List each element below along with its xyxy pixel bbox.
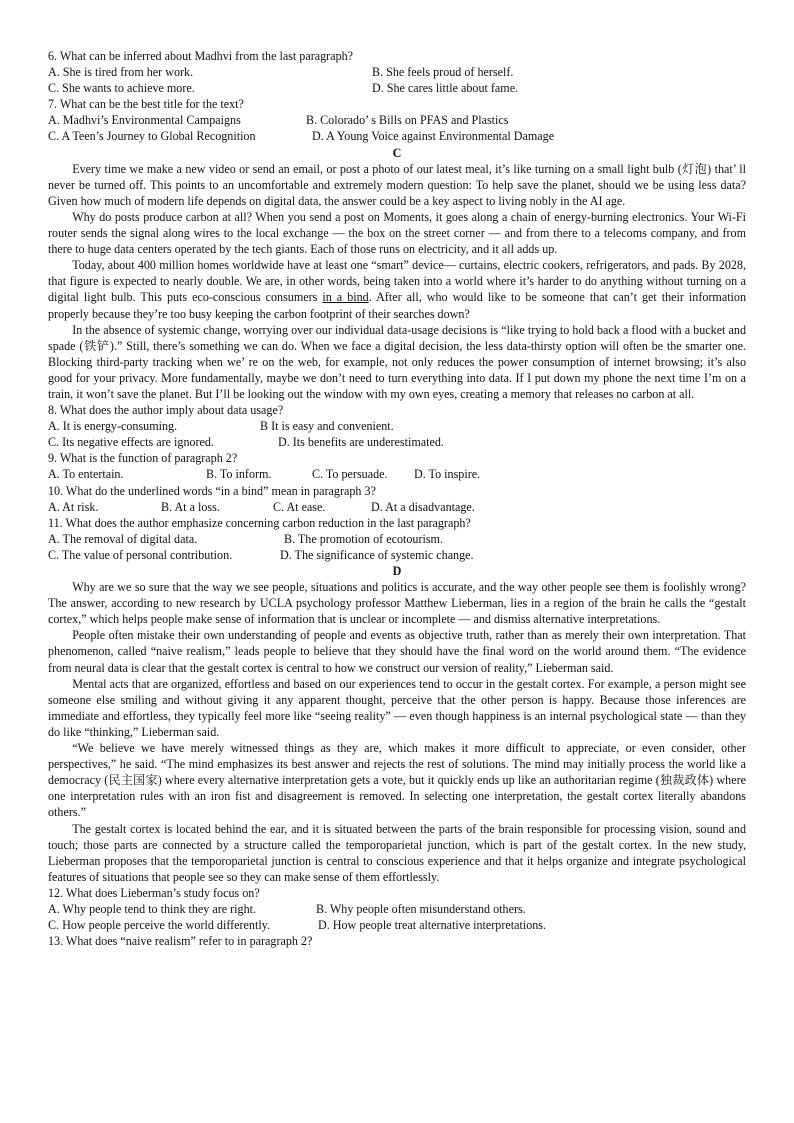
question-8-stem: 8. What does the author imply about data usage? xyxy=(48,403,284,418)
question-6-option-c: C. She wants to achieve more. xyxy=(48,81,195,96)
section-d-paragraph-2: People often mistake their own understanding of people and events as objective truth, rather than as merely their own interpretation. That phenomenon, called “naive realism,” leads people to believe that they should have the final word on the world around them. “The evidence from neural data is clear that the gestalt cortex is central to how we construct our version of reality,” Lieberman said. xyxy=(48,628,746,675)
question-12-option-d: D. How people treat alternative interpretations. xyxy=(318,918,547,933)
question-8-option-a: A. It is energy-consuming. xyxy=(48,419,178,434)
question-11-option-a: A. The removal of digital data. xyxy=(48,531,198,546)
question-10-option-a: A. At risk. xyxy=(48,499,99,514)
question-6-options-row-1 xyxy=(48,64,746,80)
question-6-option-b: B. She feels proud of herself. xyxy=(372,65,514,80)
question-7-option-c: C. A Teen’s Journey to Global Recognition xyxy=(48,129,256,144)
question-12-option-b: B. Why people often misunderstand others. xyxy=(316,901,526,916)
section-d-paragraph-4: “We believe we have merely witnessed things as they are, which makes it more difficult to appreciate, or even consider, other perspectives,” he said. “The mind emphasizes its best answer and rejects the rest of solutions. The mind may initially process the world like a democracy (民主国家) where every alternative interpretation gets a vote, but it quickly ends up like an authoritarian regime (独裁政体) where one interpretation rules with an iron fist and disagreement is removed. In selecting one interpretation, the gestalt cortex literally abandons others.” xyxy=(48,741,746,820)
question-9-option-b: B. To inform. xyxy=(206,467,272,482)
section-d-paragraph-3: Mental acts that are organized, effortless and based on our experiences tend to occur in the gestalt cortex. For example, a person might see someone else smiling and without giving it any apparent thought, perceive that the other person is happy. Because those inferences are immediate and effortless, they typically feel more like “seeing reality” — even though happiness is an internal psychological state — than they do like “thinking,” Lieberman said. xyxy=(48,676,746,739)
question-11-option-b: B. The promotion of ecotourism. xyxy=(284,531,443,546)
question-12-stem: 12. What does Lieberman’s study focus on? xyxy=(48,885,260,900)
question-8-option-b: B It is easy and convenient. xyxy=(260,419,394,434)
question-6-stem: 6. What can be inferred about Madhvi from the last paragraph? xyxy=(48,49,354,63)
question-9-stem: 9. What is the function of paragraph 2? xyxy=(48,451,238,466)
section-c-paragraph-3-part-2: . After all, who would like to be someone that can’t get their information properly because they’re too busy keeping the carbon footprint of their searches down? xyxy=(48,290,747,321)
question-8-option-c: C. Its negative effects are ignored. xyxy=(48,435,214,450)
question-10-option-b: B. At a loss. xyxy=(161,499,220,514)
question-11-stem: 11. What does the author emphasize concerning carbon reduction in the last paragraph? xyxy=(48,515,471,530)
question-7-option-d: D. A Young Voice against Environmental Damage xyxy=(312,129,555,144)
question-11-option-c: C. The value of personal contribution. xyxy=(48,547,233,562)
section-c-paragraph-4: In the absence of systemic change, worrying over our individual data-usage decisions is “like trying to hold back a flood with a bucket and spade (铁铲).” Still, there’s something we can do. When we face a digital decision, the less data-thirsty option will often be the smarter one. Blocking third-party tracking when we’ re on the web, for example, not only reduces the power consumption of internet browsing; it’s also good for your privacy. More fundamentally, maybe we don’t need to turn everything into data. If I put down my phone the next time I’m on a train, it won’t save the planet. But I’ll be looking out the window with my own eyes, creating a memory that releases no carbon at all. xyxy=(48,322,746,401)
section-c-heading: C xyxy=(392,145,402,160)
section-c-paragraph-3 xyxy=(48,257,746,321)
question-8-options-row-2 xyxy=(48,434,746,450)
question-10-option-d: D. At a disadvantage. xyxy=(371,499,475,514)
section-d-paragraph-5: The gestalt cortex is located behind the ear, and it is situated between the parts of the brain responsible for processing vision, sound and touch; those parts are connected by a structure called the temporoparietal junction, which is part of the gestalt cortex. In the new study, Lieberman proposes that the temporoparietal junction is central to conscious experience and that it helps organize and integrate psychological features of situations that people see so they can make sense of them effortlessly. xyxy=(48,821,746,884)
question-9-option-d: D. To inspire. xyxy=(414,467,481,482)
section-c-paragraph-2: Why do posts produce carbon at all? When you send a post on Moments, it goes along a chain of energy-burning electronics. Your Wi-Fi router sends the signal along wires to the local exchange — the box on the street corner — and from there to a telecoms company, and from there to huge data centers operated by the tech giants. Each of those runs on electricity, and it all adds up. xyxy=(48,209,746,257)
question-9-option-a: A. To entertain. xyxy=(48,467,124,482)
exam-page xyxy=(48,48,746,949)
question-12-option-a: A. Why people tend to think they are right. xyxy=(48,901,257,916)
question-11-options-row-2 xyxy=(48,547,746,563)
question-12-option-c: C. How people perceive the world differently. xyxy=(48,918,270,933)
underlined-phrase-in-a-bind: in a bind xyxy=(322,290,369,305)
section-d-heading: D xyxy=(392,564,402,578)
question-7-option-b: B. Colorado’ s Bills on PFAS and Plastics xyxy=(306,113,509,128)
section-c-paragraph-1: Every time we make a new video or send an email, or post a photo of our latest meal, it’s like turning on a small light bulb (灯泡) that’ ll never be turned off. This points to an uncomfortable and extremely modern question: To help save the planet, should we be using less data? Given how much of modern life depends on digital data, the answer could be a key aspect to living nobly in the AI age. xyxy=(48,161,746,208)
question-12-options-row-1 xyxy=(48,901,746,917)
question-7-options-row-1 xyxy=(48,112,746,128)
question-11-options-row-1 xyxy=(48,531,746,547)
question-10-option-c: C. At ease. xyxy=(273,499,326,514)
question-8-options-row-1 xyxy=(48,418,746,434)
question-8-option-d: D. Its benefits are underestimated. xyxy=(278,435,444,450)
question-11-option-d: D. The significance of systemic change. xyxy=(280,547,474,562)
question-9-options-row xyxy=(48,466,746,482)
section-d-paragraph-1: Why are we so sure that the way we see people, situations and politics is accurate, and the way other people see them is foolishly wrong? The answer, according to new research by UCLA psychology professor Matthew Lieberman, lies in a region of the brain he calls the “gestalt cortex,” which helps people make sense of information that is unclear or incomplete — and dismiss alternative interpretations. xyxy=(48,580,746,627)
question-12-options-row-2 xyxy=(48,917,746,933)
question-13-stem: 13. What does “naive realism” refer to in paragraph 2? xyxy=(48,934,313,949)
question-10-options-row xyxy=(48,499,746,515)
question-6-option-a: A. She is tired from her work. xyxy=(48,65,194,80)
question-6-option-d: D. She cares little about fame. xyxy=(372,81,519,96)
question-7-option-a: A. Madhvi’s Environmental Campaigns xyxy=(48,113,241,128)
question-7-stem: 7. What can be the best title for the text? xyxy=(48,97,244,112)
question-10-stem: 10. What do the underlined words “in a bind” mean in paragraph 3? xyxy=(48,483,376,498)
section-c-paragraph-3-part-1: Today, about 400 million homes worldwide have at least one “smart” device— curtains, electric cookers, refrigerators, and pads. By 2028, that figure is expected to nearly double. We are, in other words, being taken into a world where it’s harder to do anything without turning on a digital light bulb. This puts eco-conscious consumers xyxy=(48,258,746,305)
question-9-option-c: C. To persuade. xyxy=(312,467,388,482)
question-7-options-row-2 xyxy=(48,128,746,144)
question-6-options-row-2 xyxy=(48,80,746,96)
